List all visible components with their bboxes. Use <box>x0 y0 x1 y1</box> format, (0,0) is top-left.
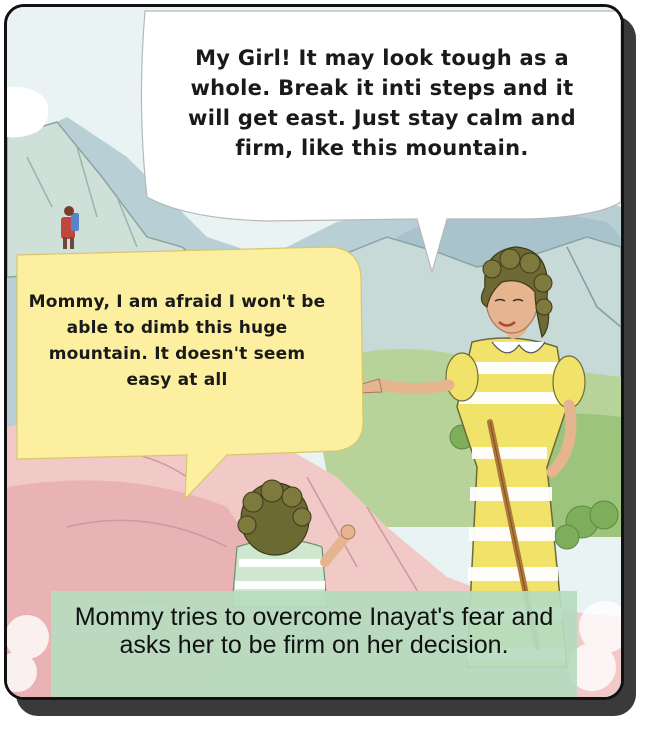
comic-panel <box>4 4 624 700</box>
caption-text: Mommy tries to overcome Inayat's fear and asks her to be firm on her decision. <box>74 603 554 659</box>
girl-speech-text: Mommy, I am afraid I won't be able to dimb this huge mountain. It doesn't seem easy at all <box>28 292 326 390</box>
mother-speech-text: My Girl! It may look tough as a whole. Break it inti steps and it will get east. Just stay calm and firm, like this mountain. <box>188 46 576 160</box>
